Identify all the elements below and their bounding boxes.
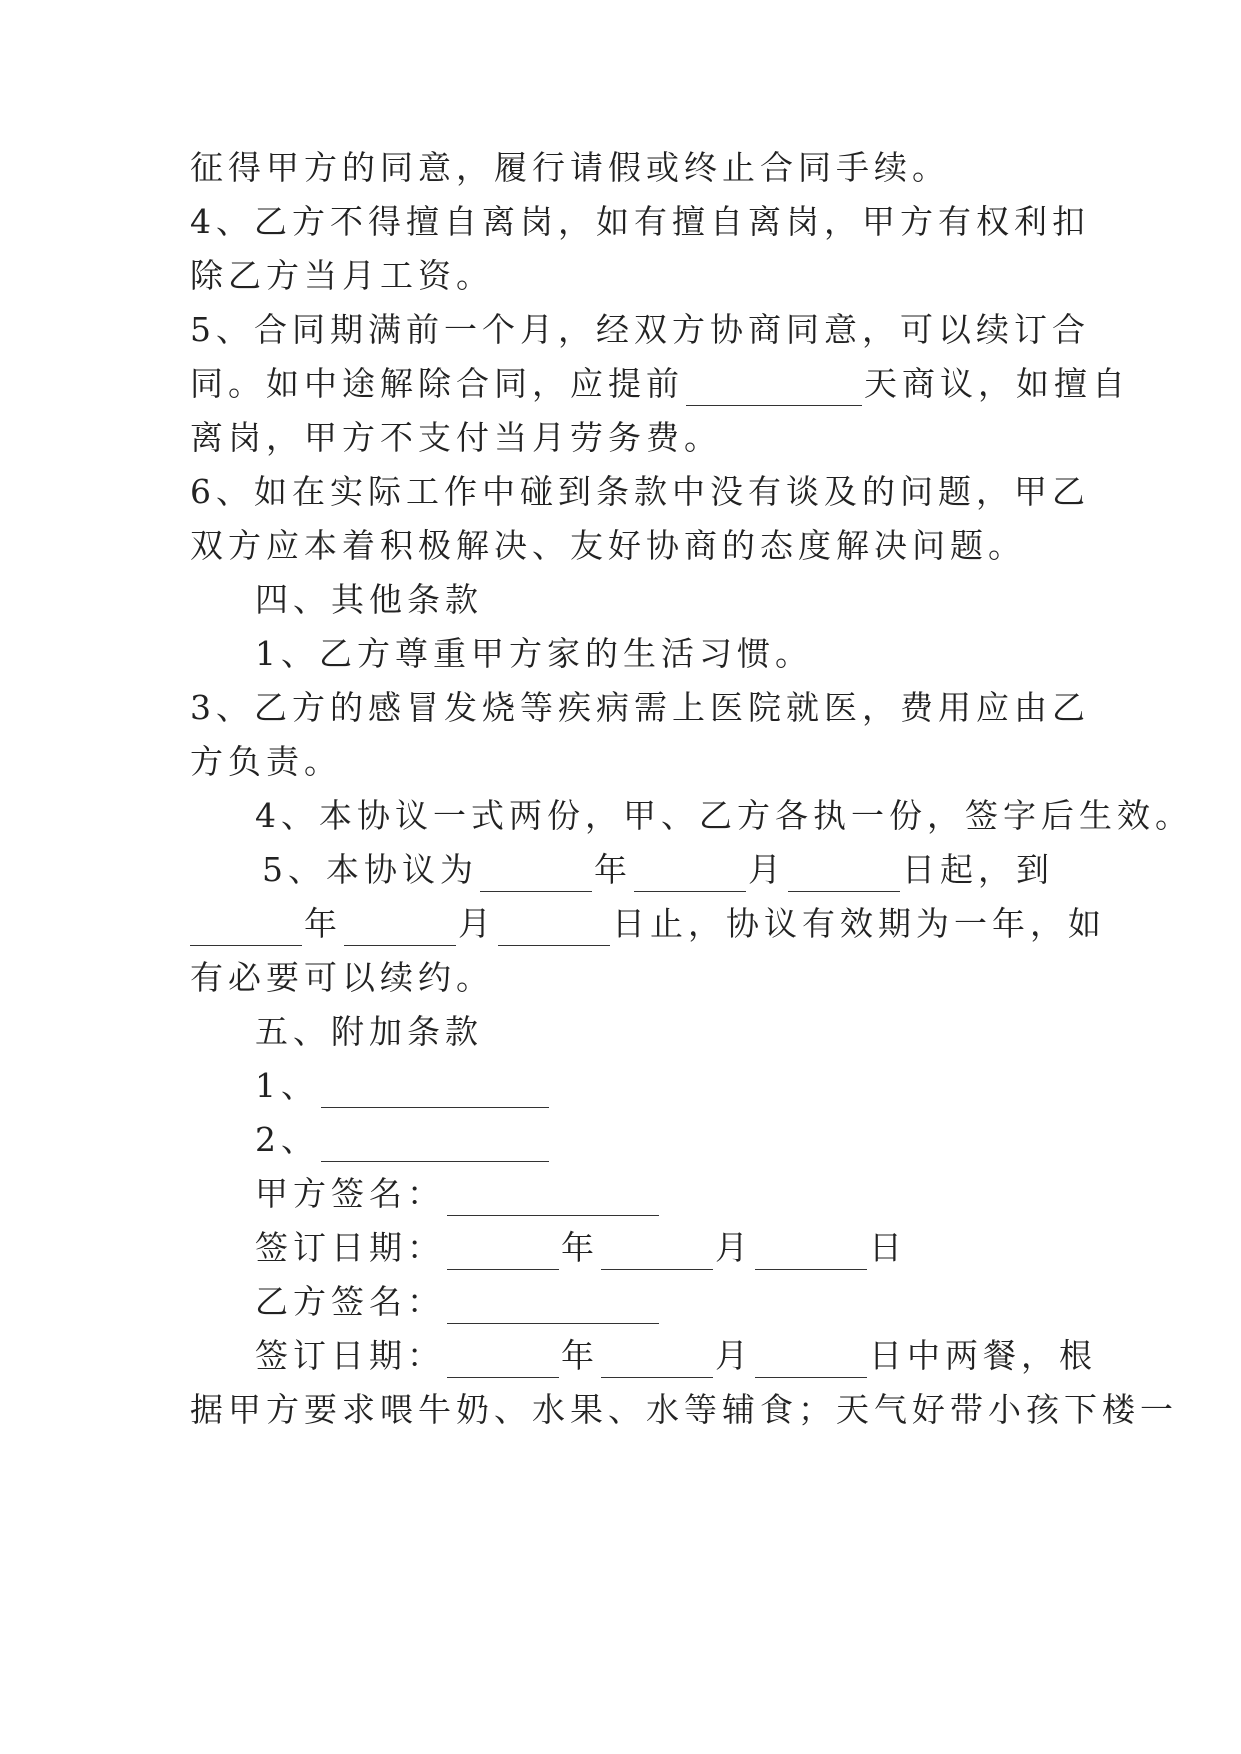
- section-heading: 四、其他条款: [255, 580, 483, 619]
- text-line: 4、本协议一式两份，甲、乙方各执一份，签字后生效。: [255, 796, 1193, 835]
- text-line: 方负责。: [190, 742, 342, 781]
- text-line: [190, 362, 1130, 406]
- text-line: [262, 848, 1054, 892]
- blank-line: [480, 857, 592, 892]
- party-a-signature-label: 甲方签名：: [255, 1174, 445, 1213]
- text-line: 5、合同期满前一个月，经双方协商同意，可以续订合: [190, 310, 1090, 349]
- text-fragment: 日: [869, 1228, 907, 1267]
- sign-date-label: 签订日期：: [255, 1228, 445, 1267]
- text-fragment: 日起，到: [902, 850, 1054, 889]
- text-line: [255, 1334, 1097, 1378]
- text-fragment: 年: [561, 1336, 599, 1375]
- text-line: 6、如在实际工作中碰到条款中没有谈及的问题，甲乙: [190, 472, 1090, 511]
- text-fragment: 年: [561, 1228, 599, 1267]
- blank-line: [498, 911, 610, 946]
- text-line: 3、乙方的感冒发烧等疾病需上医院就医，费用应由乙: [190, 688, 1090, 727]
- party-b-signature-label: 乙方签名：: [255, 1282, 445, 1321]
- text-fragment: 月: [715, 1228, 753, 1267]
- blank-line: [321, 1127, 549, 1162]
- text-line: 征得甲方的同意，履行请假或终止合同手续。: [190, 148, 950, 187]
- blank-line: [190, 911, 302, 946]
- text-line: [255, 1280, 661, 1324]
- blank-line: [447, 1343, 559, 1378]
- text-fragment: 同。如中途解除合同，应提前: [190, 364, 684, 403]
- text-line: 离岗，甲方不支付当月劳务费。: [190, 418, 722, 457]
- text-fragment: 年: [594, 850, 632, 889]
- text-line: [255, 1118, 551, 1162]
- text-line: [255, 1172, 661, 1216]
- text-fragment: 年: [304, 904, 342, 943]
- text-fragment: 天商议，如擅自: [864, 364, 1130, 403]
- blank-line: [686, 371, 862, 406]
- blank-line: [601, 1343, 713, 1378]
- text-fragment: 月: [748, 850, 786, 889]
- text-fragment: 月: [715, 1336, 753, 1375]
- blank-line: [755, 1343, 867, 1378]
- text-line: 据甲方要求喂牛奶、水果、水等辅食；天气好带小孩下楼一: [190, 1390, 1178, 1429]
- text-fragment: 1、: [255, 1066, 319, 1105]
- text-line: 4、乙方不得擅自离岗，如有擅自离岗，甲方有权利扣: [190, 202, 1090, 241]
- section-heading: 五、附加条款: [255, 1012, 483, 1051]
- text-line: [255, 1226, 907, 1270]
- text-fragment: 日止，协议有效期为一年，如: [612, 904, 1106, 943]
- text-fragment: 5、本协议为: [262, 850, 478, 889]
- blank-line: [447, 1289, 659, 1324]
- blank-line: [788, 857, 900, 892]
- sign-date-label: 签订日期：: [255, 1336, 445, 1375]
- blank-line: [634, 857, 746, 892]
- text-line: 有必要可以续约。: [190, 958, 494, 997]
- blank-line: [447, 1235, 559, 1270]
- text-line: 1、乙方尊重甲方家的生活习惯。: [255, 634, 813, 673]
- text-line: [255, 1064, 551, 1108]
- blank-line: [344, 911, 456, 946]
- text-line: 双方应本着积极解决、友好协商的态度解决问题。: [190, 526, 1026, 565]
- text-line: [190, 902, 1106, 946]
- blank-line: [755, 1235, 867, 1270]
- blank-line: [321, 1073, 549, 1108]
- text-line: 除乙方当月工资。: [190, 256, 494, 295]
- text-fragment: 2、: [255, 1120, 319, 1159]
- blank-line: [447, 1181, 659, 1216]
- blank-line: [601, 1235, 713, 1270]
- text-fragment: 日中两餐，根: [869, 1336, 1097, 1375]
- text-fragment: 月: [458, 904, 496, 943]
